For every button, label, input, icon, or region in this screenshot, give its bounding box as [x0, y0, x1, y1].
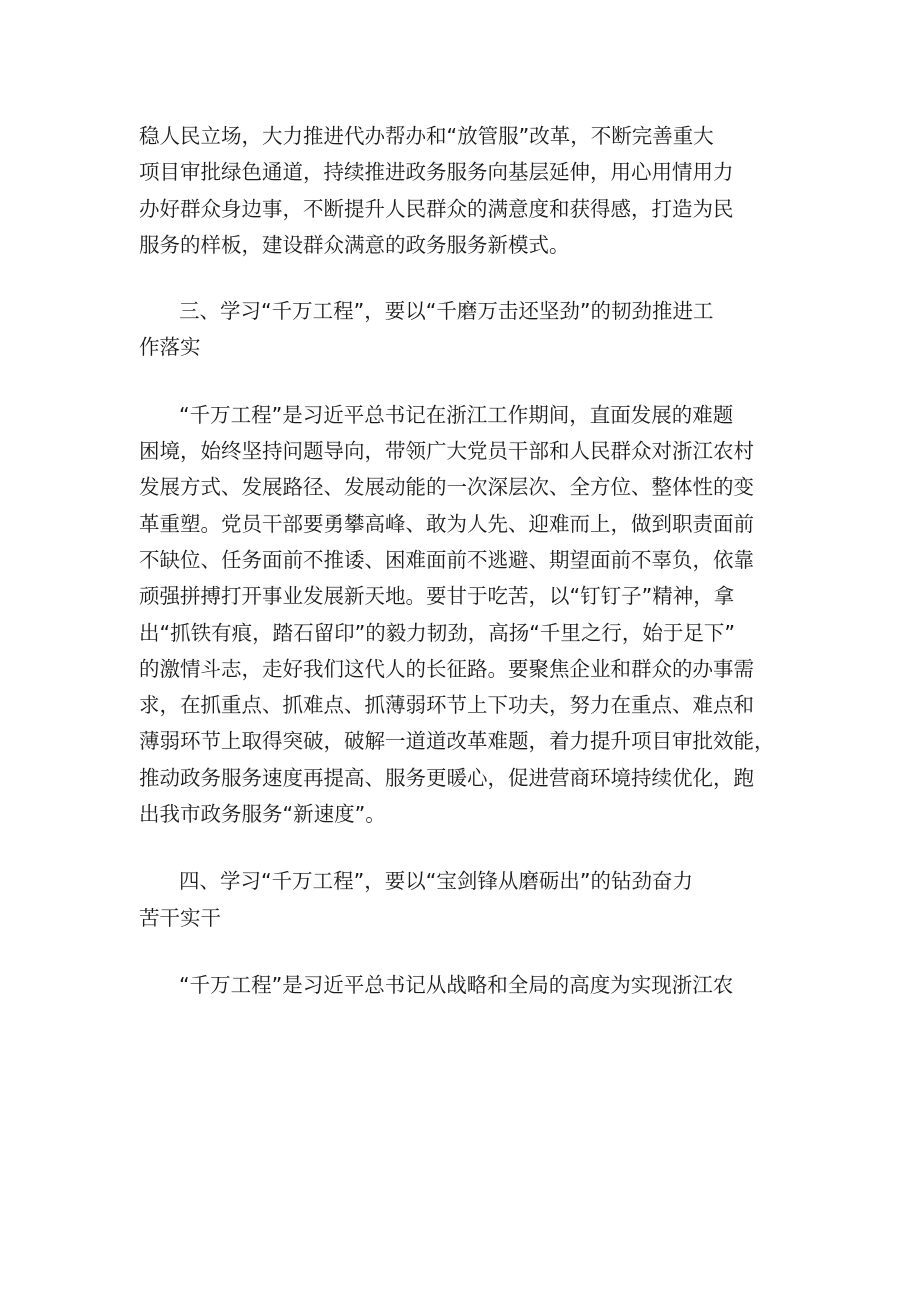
heading-text: 三、学习“千万工程”，要以“千磨万击还坚劲”的韧劲推进工: [179, 299, 714, 324]
paragraph-spacer: [139, 936, 779, 967]
text-line: 服务的样板，建设群众满意的政务服务新模式。: [139, 232, 570, 257]
text-line: 薄弱环节上取得突破，破解一道道改革难题，着力提升项目审批效能，: [139, 729, 775, 754]
text-line: 的激情斗志，走好我们这代人的长征路。要聚焦企业和群众的办事需: [139, 656, 754, 681]
text-line: 顽强拼搏打开事业发展新天地。要甘于吃苦，以“钉钉子”精神，拿: [139, 584, 735, 609]
text-line-content: “千万工程”是习近平总书记在浙江工作期间，直面发展的难题: [179, 402, 734, 427]
body-paragraph-2: [139, 397, 779, 833]
text-line: [139, 967, 779, 1003]
section-heading-3: [139, 293, 779, 366]
text-line: 推动政务服务速度再提高、服务更暖心，促进营商环境持续优化，跑: [139, 765, 754, 790]
heading-line: 苦干实干: [139, 905, 221, 930]
text-line: 办好群众身边事，不断提升人民群众的满意度和获得感，打造为民: [139, 196, 734, 221]
heading-text: 四、学习“千万工程”，要以“宝剑锋从磨砺出”的钻劲奋力: [179, 869, 693, 894]
text-line: [139, 397, 779, 433]
text-line: 出“抓铁有痕，踏石留印”的毅力韧劲，高扬“千里之行，始于足下”: [139, 620, 735, 645]
paragraph-spacer: [139, 366, 779, 397]
text-line: 出我市政务服务“新速度”。: [139, 802, 386, 827]
body-paragraph-3: [139, 967, 779, 1003]
text-line: 革重塑。党员干部要勇攀高峰、敢为人先、迎难而上，做到职责面前: [139, 511, 754, 536]
heading-line: 作落实: [139, 335, 201, 360]
text-line: 项目审批绿色通道，持续推进政务服务向基层延伸，用心用情用力: [139, 160, 734, 185]
document-page: [139, 118, 779, 1003]
text-line: 不缺位、任务面前不推诿、困难面前不逃避、期望面前不辜负，依靠: [139, 547, 754, 572]
body-paragraph-1: [139, 118, 779, 263]
paragraph-spacer: [139, 263, 779, 293]
text-line: 求，在抓重点、抓难点、抓薄弱环节上下功夫，努力在重点、难点和: [139, 693, 754, 718]
text-line: 发展方式、发展路径、发展动能的一次深层次、全方位、整体性的变: [139, 475, 754, 500]
paragraph-spacer: [139, 832, 779, 863]
heading-line: [139, 293, 779, 329]
text-line: 困境，始终坚持问题导向，带领广大党员干部和人民群众对浙江农村: [139, 439, 754, 464]
text-line: 稳人民立场，大力推进代办帮办和“放管服”改革，不断完善重大: [139, 124, 714, 148]
section-heading-4: [139, 863, 779, 936]
text-line-content: “千万工程”是习近平总书记从战略和全局的高度为实现浙江农: [179, 972, 734, 997]
heading-line: [139, 863, 779, 899]
